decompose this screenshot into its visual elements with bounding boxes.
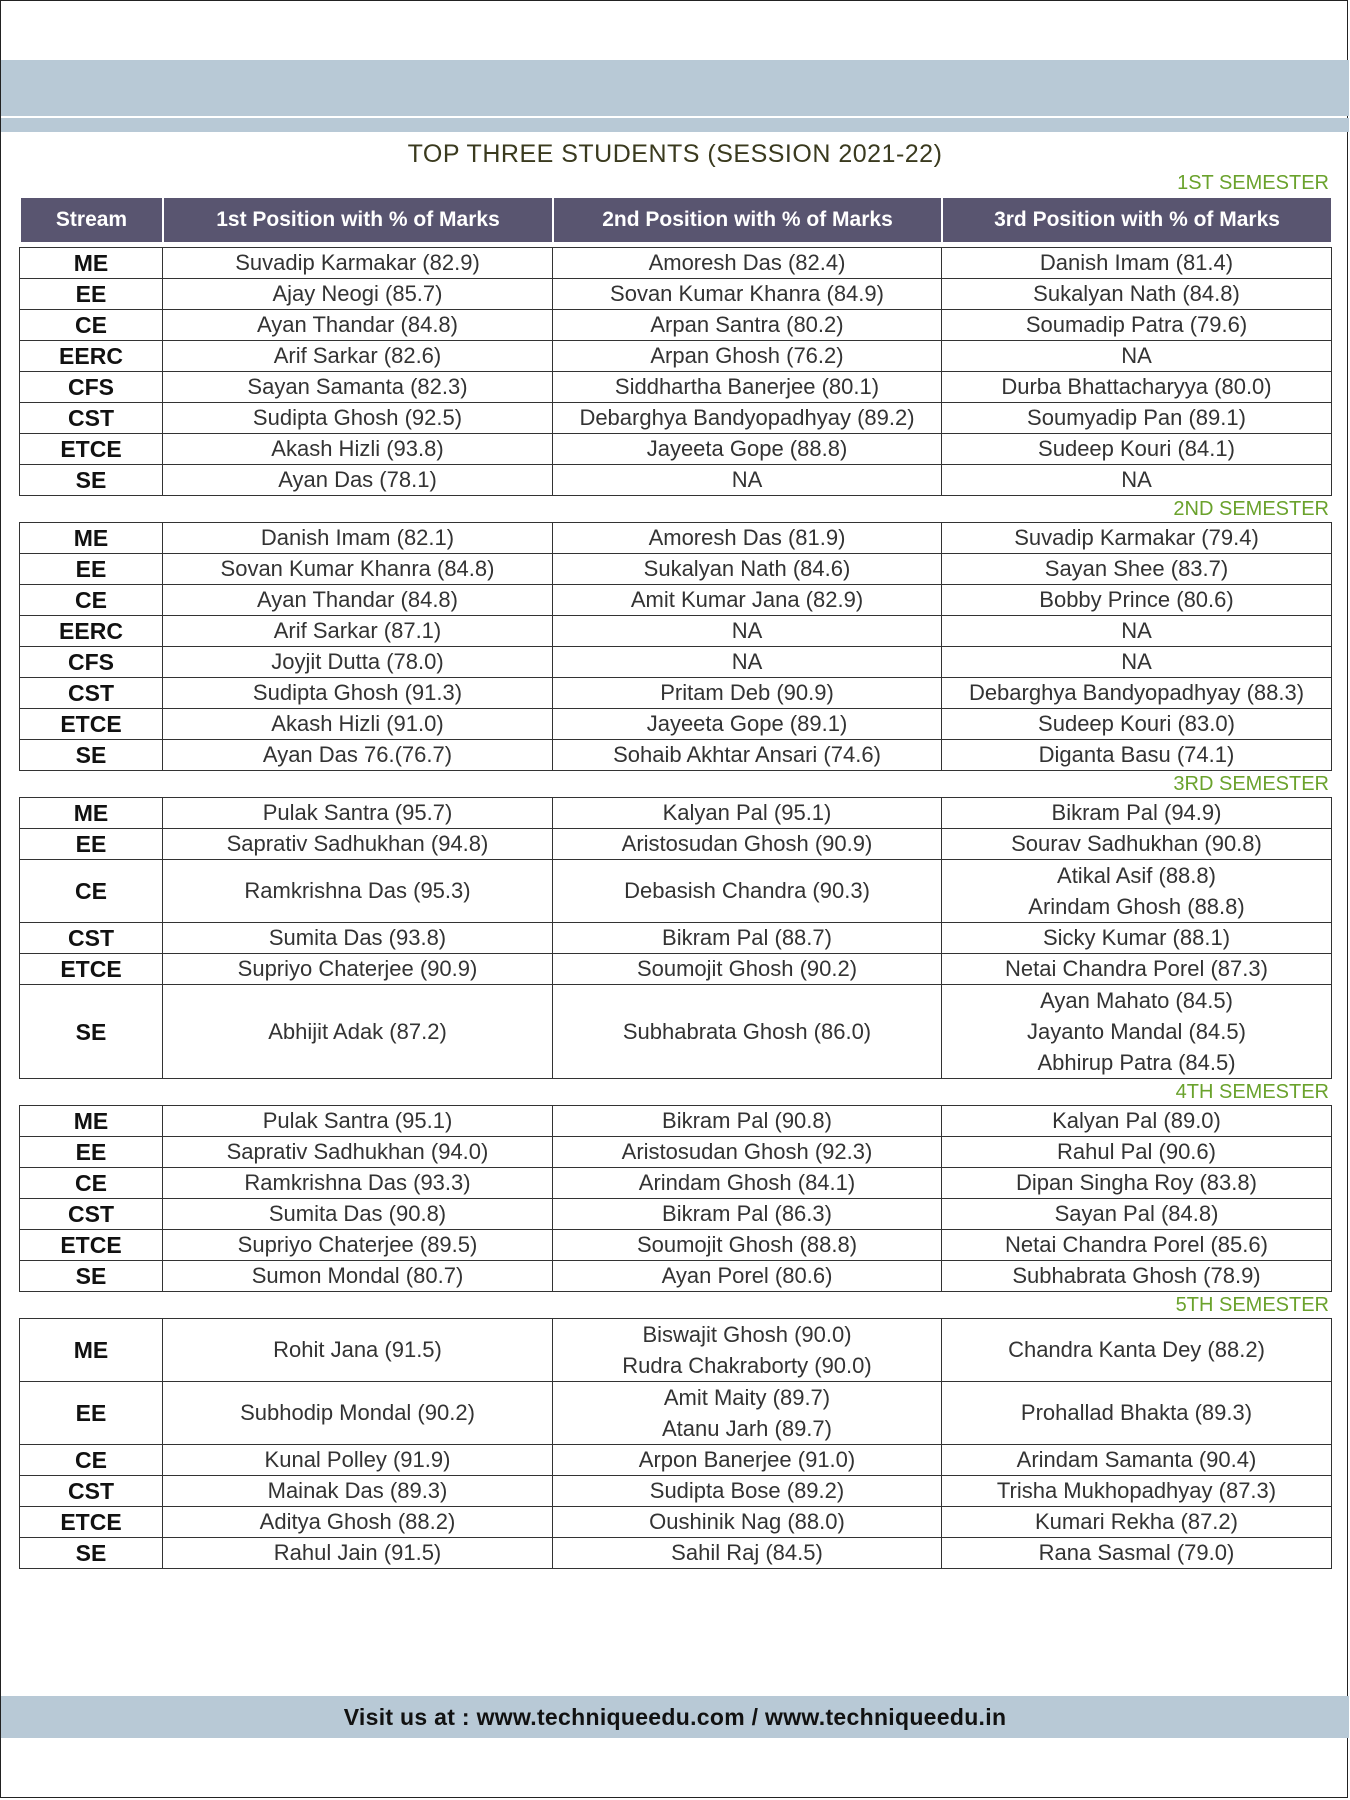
position-cell: NA	[553, 647, 942, 678]
position-cell: Sudipta Bose (89.2)	[553, 1476, 942, 1507]
cell-line: Amit Maity (89.7)	[663, 1385, 831, 1410]
position-cell: Trisha Mukhopadhyay (87.3)	[942, 1476, 1332, 1507]
position-cell: Pulak Santra (95.1)	[163, 1106, 553, 1137]
position-cell: Sumita Das (90.8)	[163, 1199, 553, 1230]
cell-line: Biswajit Ghosh (90.0)	[642, 1322, 852, 1347]
position-cell: Rohit Jana (91.5)	[163, 1319, 553, 1382]
position-cell: Aristosudan Ghosh (92.3)	[553, 1137, 942, 1168]
column-header: 2nd Position with % of Marks	[553, 197, 942, 243]
table-row	[20, 403, 1332, 434]
semester-label: 2ND SEMESTER	[1173, 498, 1329, 520]
position-cell: Bikram Pal (94.9)	[942, 798, 1332, 829]
position-cell: Rana Sasmal (79.0)	[942, 1538, 1332, 1569]
stream-cell: CST	[20, 403, 163, 434]
position-cell: Pritam Deb (90.9)	[553, 678, 942, 709]
header-band	[1, 60, 1349, 116]
semester-label: 5TH SEMESTER	[1175, 1294, 1329, 1316]
position-cell: Bikram Pal (86.3)	[553, 1199, 942, 1230]
position-cell: Bikram Pal (88.7)	[553, 923, 942, 954]
stream-cell: CFS	[20, 647, 163, 678]
position-cell: Prohallad Bhakta (89.3)	[942, 1382, 1332, 1445]
position-cell: Sukalyan Nath (84.8)	[942, 279, 1332, 310]
position-cell: Sourav Sadhukhan (90.8)	[942, 829, 1332, 860]
position-cell: Subhabrata Ghosh (78.9)	[942, 1261, 1332, 1292]
stream-cell: EE	[20, 1382, 163, 1445]
stream-cell: ETCE	[20, 954, 163, 985]
position-cell: Soumojit Ghosh (88.8)	[553, 1230, 942, 1261]
position-cell: Sumita Das (93.8)	[163, 923, 553, 954]
table-row	[20, 523, 1332, 554]
position-cell: Bobby Prince (80.6)	[942, 585, 1332, 616]
cell-line: Atikal Asif (88.8)	[1057, 863, 1216, 888]
position-cell: Aditya Ghosh (88.2)	[163, 1507, 553, 1538]
position-cell	[553, 1319, 942, 1382]
column-header: Stream	[20, 197, 163, 243]
position-cell: Rahul Pal (90.6)	[942, 1137, 1332, 1168]
position-cell: Subhabrata Ghosh (86.0)	[553, 985, 942, 1079]
table-row	[20, 678, 1332, 709]
table-row	[20, 1319, 1332, 1382]
position-cell: Bikram Pal (90.8)	[553, 1106, 942, 1137]
position-cell	[553, 1382, 942, 1445]
position-cell: Kalyan Pal (95.1)	[553, 798, 942, 829]
cell-line: Ayan Mahato (84.5)	[1040, 988, 1233, 1013]
table-row	[20, 740, 1332, 771]
column-header: 1st Position with % of Marks	[163, 197, 553, 243]
stream-cell: CE	[20, 1168, 163, 1199]
stream-cell: CST	[20, 1476, 163, 1507]
position-cell: Supriyo Chaterjee (90.9)	[163, 954, 553, 985]
table-row	[20, 465, 1332, 496]
position-cell: Abhijit Adak (87.2)	[163, 985, 553, 1079]
table-row	[20, 1382, 1332, 1445]
position-cell: Sahil Raj (84.5)	[553, 1538, 942, 1569]
table-row	[20, 829, 1332, 860]
table-row	[20, 279, 1332, 310]
table-row	[20, 310, 1332, 341]
position-cell: NA	[942, 647, 1332, 678]
cell-line: Rudra Chakraborty (90.0)	[622, 1353, 872, 1378]
column-header: 3rd Position with % of Marks	[942, 197, 1332, 243]
stream-cell: CST	[20, 1199, 163, 1230]
stream-cell: CST	[20, 923, 163, 954]
position-cell: Sudeep Kouri (83.0)	[942, 709, 1332, 740]
stream-cell: ME	[20, 1106, 163, 1137]
table-row	[20, 1106, 1332, 1137]
table-row	[20, 1507, 1332, 1538]
position-cell: Danish Imam (81.4)	[942, 248, 1332, 279]
position-cell: Amoresh Das (81.9)	[553, 523, 942, 554]
stream-cell: SE	[20, 1261, 163, 1292]
table-row	[20, 1476, 1332, 1507]
position-cell: Sayan Pal (84.8)	[942, 1199, 1332, 1230]
position-cell: Arindam Ghosh (84.1)	[553, 1168, 942, 1199]
position-cell: Joyjit Dutta (78.0)	[163, 647, 553, 678]
position-cell: Akash Hizli (91.0)	[163, 709, 553, 740]
stream-cell: ME	[20, 1319, 163, 1382]
position-cell: Sudipta Ghosh (91.3)	[163, 678, 553, 709]
position-cell: Mainak Das (89.3)	[163, 1476, 553, 1507]
results-content	[19, 170, 1331, 1569]
position-cell: NA	[553, 616, 942, 647]
position-cell: Chandra Kanta Dey (88.2)	[942, 1319, 1332, 1382]
position-cell	[942, 860, 1332, 923]
position-cell: Jayeeta Gope (88.8)	[553, 434, 942, 465]
table-row	[20, 798, 1332, 829]
footer-banner: Visit us at : www.techniqueedu.com / www.techniqueedu.in	[1, 1696, 1349, 1738]
position-cell: Sayan Shee (83.7)	[942, 554, 1332, 585]
position-cell: Netai Chandra Porel (85.6)	[942, 1230, 1332, 1261]
position-cell: Arif Sarkar (82.6)	[163, 341, 553, 372]
position-cell: Soumadip Patra (79.6)	[942, 310, 1332, 341]
stream-cell: EE	[20, 1137, 163, 1168]
stream-cell: ME	[20, 523, 163, 554]
cell-line: Arindam Ghosh (88.8)	[1028, 894, 1245, 919]
table-row	[20, 1445, 1332, 1476]
position-cell: Danish Imam (82.1)	[163, 523, 553, 554]
position-cell: Soumojit Ghosh (90.2)	[553, 954, 942, 985]
position-cell: Sumon Mondal (80.7)	[163, 1261, 553, 1292]
position-cell: NA	[942, 341, 1332, 372]
position-cell: Ayan Das (78.1)	[163, 465, 553, 496]
position-cell: Supriyo Chaterjee (89.5)	[163, 1230, 553, 1261]
stream-cell: ME	[20, 248, 163, 279]
position-cell: Ramkrishna Das (95.3)	[163, 860, 553, 923]
position-cell: Netai Chandra Porel (87.3)	[942, 954, 1332, 985]
position-cell: Arif Sarkar (87.1)	[163, 616, 553, 647]
position-cell: NA	[553, 465, 942, 496]
stream-cell: EERC	[20, 616, 163, 647]
page-title: TOP THREE STUDENTS (SESSION 2021-22)	[407, 140, 943, 168]
table-row	[20, 248, 1332, 279]
stream-cell: SE	[20, 740, 163, 771]
stream-cell: SE	[20, 1538, 163, 1569]
position-cell: Oushinik Nag (88.0)	[553, 1507, 942, 1538]
table-row	[20, 1137, 1332, 1168]
cell-line: Jayanto Mandal (84.5)	[1027, 1019, 1246, 1044]
table-row	[20, 1168, 1332, 1199]
position-cell: Saprativ Sadhukhan (94.0)	[163, 1137, 553, 1168]
table-row	[20, 341, 1332, 372]
semester-label: 3RD SEMESTER	[1173, 773, 1329, 795]
stream-cell: CST	[20, 678, 163, 709]
position-cell: Ajay Neogi (85.7)	[163, 279, 553, 310]
table-row	[20, 616, 1332, 647]
table-row	[20, 860, 1332, 923]
stream-cell: ETCE	[20, 434, 163, 465]
table-row	[20, 554, 1332, 585]
position-cell: Sayan Samanta (82.3)	[163, 372, 553, 403]
stream-cell: CE	[20, 1445, 163, 1476]
stream-cell: CE	[20, 585, 163, 616]
cell-line: Abhirup Patra (84.5)	[1037, 1050, 1236, 1075]
table-row	[20, 1538, 1332, 1569]
table-row	[20, 709, 1332, 740]
stream-cell: ME	[20, 798, 163, 829]
stream-cell: EE	[20, 554, 163, 585]
position-cell: Arpan Ghosh (76.2)	[553, 341, 942, 372]
position-cell: Durba Bhattacharyya (80.0)	[942, 372, 1332, 403]
stream-cell: EE	[20, 279, 163, 310]
stream-cell: CFS	[20, 372, 163, 403]
semester-table	[19, 1105, 1332, 1292]
position-cell: Sudeep Kouri (84.1)	[942, 434, 1332, 465]
stream-cell: CE	[20, 860, 163, 923]
position-cell: Sovan Kumar Khanra (84.8)	[163, 554, 553, 585]
position-cell: Jayeeta Gope (89.1)	[553, 709, 942, 740]
table-row	[20, 954, 1332, 985]
position-cell: Ramkrishna Das (93.3)	[163, 1168, 553, 1199]
position-cell: Soumyadip Pan (89.1)	[942, 403, 1332, 434]
position-cell: Siddhartha Banerjee (80.1)	[553, 372, 942, 403]
position-cell: Kumari Rekha (87.2)	[942, 1507, 1332, 1538]
position-cell: Kalyan Pal (89.0)	[942, 1106, 1332, 1137]
table-row	[20, 1230, 1332, 1261]
semester-table	[19, 522, 1332, 771]
stream-cell: SE	[20, 985, 163, 1079]
position-cell: NA	[942, 616, 1332, 647]
position-cell: Saprativ Sadhukhan (94.8)	[163, 829, 553, 860]
table-row	[20, 985, 1332, 1079]
semester-table	[19, 247, 1332, 496]
header-rule	[1, 118, 1349, 132]
position-cell: Debarghya Bandyopadhyay (88.3)	[942, 678, 1332, 709]
position-cell: Aristosudan Ghosh (90.9)	[553, 829, 942, 860]
table-row	[20, 434, 1332, 465]
stream-cell: ETCE	[20, 1507, 163, 1538]
position-cell: Ayan Thandar (84.8)	[163, 310, 553, 341]
position-cell: Amoresh Das (82.4)	[553, 248, 942, 279]
position-cell: Dipan Singha Roy (83.8)	[942, 1168, 1332, 1199]
stream-cell: ETCE	[20, 709, 163, 740]
position-cell: Kunal Polley (91.9)	[163, 1445, 553, 1476]
stream-cell: EERC	[20, 341, 163, 372]
position-cell: Rahul Jain (91.5)	[163, 1538, 553, 1569]
position-cell: Subhodip Mondal (90.2)	[163, 1382, 553, 1445]
semester-label: 4TH SEMESTER	[1175, 1081, 1329, 1103]
position-cell: Sohaib Akhtar Ansari (74.6)	[553, 740, 942, 771]
semester-label: 1ST SEMESTER	[1177, 172, 1329, 194]
position-cell: Ayan Porel (80.6)	[553, 1261, 942, 1292]
position-cell: Debasish Chandra (90.3)	[553, 860, 942, 923]
header-row-table	[19, 196, 1333, 244]
position-cell: Arpon Banerjee (91.0)	[553, 1445, 942, 1476]
position-cell: Diganta Basu (74.1)	[942, 740, 1332, 771]
position-cell: Suvadip Karmakar (82.9)	[163, 248, 553, 279]
position-cell: Arindam Samanta (90.4)	[942, 1445, 1332, 1476]
position-cell: Suvadip Karmakar (79.4)	[942, 523, 1332, 554]
position-cell: Ayan Thandar (84.8)	[163, 585, 553, 616]
position-cell: Sicky Kumar (88.1)	[942, 923, 1332, 954]
table-row	[20, 585, 1332, 616]
table-row	[20, 372, 1332, 403]
table-row	[20, 1199, 1332, 1230]
position-cell: Ayan Das 76.(76.7)	[163, 740, 553, 771]
position-cell: Sudipta Ghosh (92.5)	[163, 403, 553, 434]
position-cell: Amit Kumar Jana (82.9)	[553, 585, 942, 616]
stream-cell: ETCE	[20, 1230, 163, 1261]
position-cell: Sovan Kumar Khanra (84.9)	[553, 279, 942, 310]
table-row	[20, 1261, 1332, 1292]
position-cell: Debarghya Bandyopadhyay (89.2)	[553, 403, 942, 434]
position-cell	[942, 985, 1332, 1079]
semester-table	[19, 1318, 1332, 1569]
stream-cell: EE	[20, 829, 163, 860]
position-cell: Akash Hizli (93.8)	[163, 434, 553, 465]
table-row	[20, 647, 1332, 678]
stream-cell: CE	[20, 310, 163, 341]
table-row	[20, 923, 1332, 954]
position-cell: Arpan Santra (80.2)	[553, 310, 942, 341]
stream-cell: SE	[20, 465, 163, 496]
semester-table	[19, 797, 1332, 1079]
position-cell: Sukalyan Nath (84.6)	[553, 554, 942, 585]
cell-line: Atanu Jarh (89.7)	[662, 1416, 832, 1441]
position-cell: NA	[942, 465, 1332, 496]
position-cell: Pulak Santra (95.7)	[163, 798, 553, 829]
